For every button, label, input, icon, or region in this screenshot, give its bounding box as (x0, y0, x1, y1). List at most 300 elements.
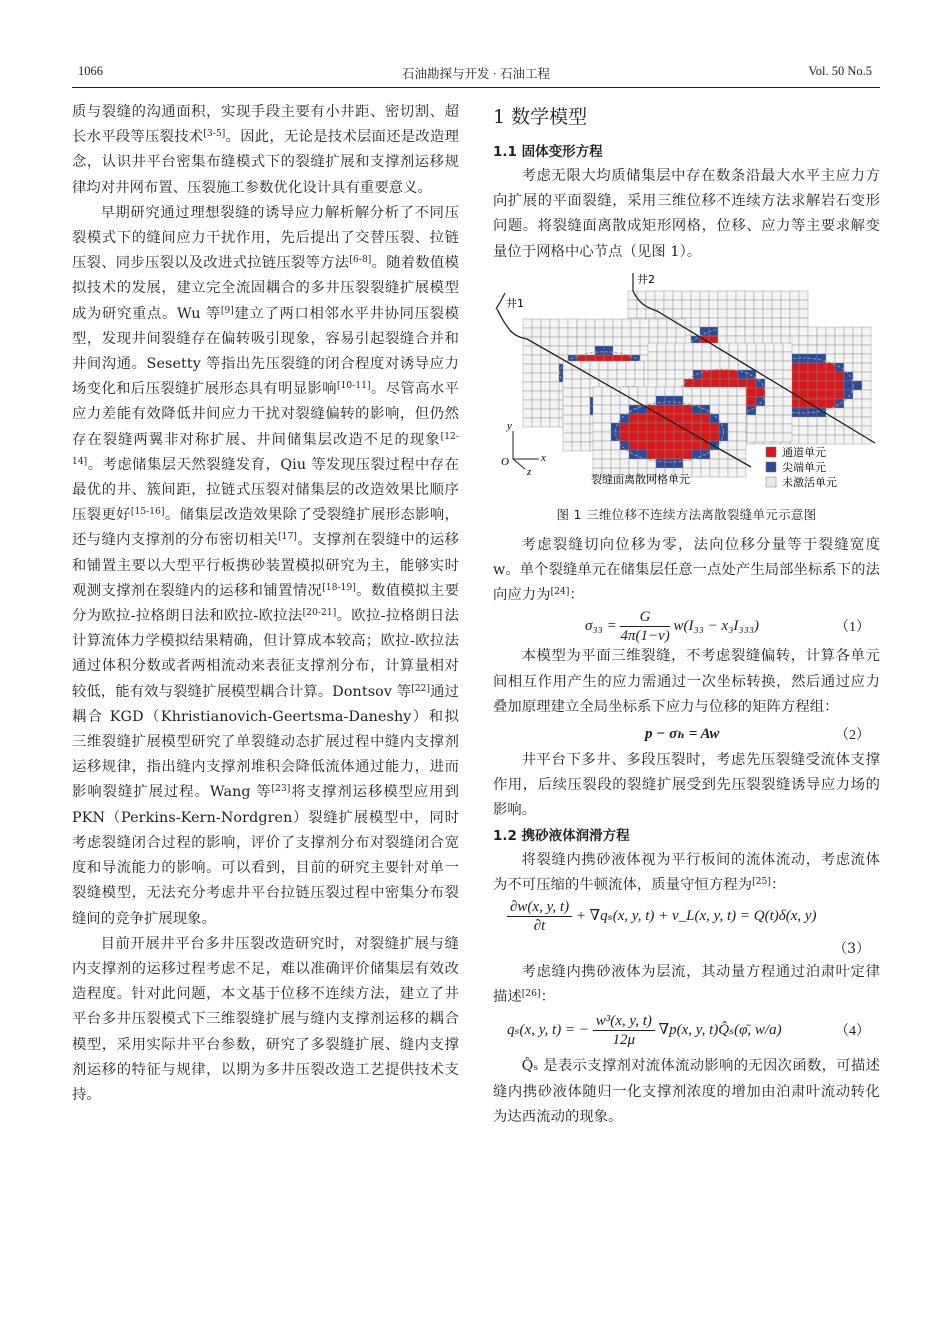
grid-cell (667, 328, 676, 337)
grid-cell (736, 309, 745, 318)
grid-cell (563, 406, 572, 415)
grid-cell (781, 300, 790, 309)
citation[interactable]: [23] (271, 784, 291, 795)
grid-cell (862, 417, 871, 426)
grid-cell (568, 328, 577, 337)
grid-cell (523, 355, 532, 364)
grid-cell (718, 327, 727, 336)
grid-cell (692, 423, 701, 432)
citation[interactable]: [6-8] (349, 255, 372, 266)
eq1-denominator: 4π(1−ν) (620, 628, 670, 645)
grid-cell (729, 379, 738, 388)
grid-cell (590, 361, 599, 370)
grid-cell (781, 318, 790, 327)
legend-swatch-tip (766, 462, 776, 472)
grid-cell (523, 328, 532, 337)
grid-cell (656, 423, 665, 432)
grid-cell (711, 379, 720, 388)
paragraph-objective: 目前开展井平台多井压裂改造研究时，对裂缝扩展与缝内支撑剂的运移过程考虑不足，难以准确评价储集层有效改造程度。针对此问题，本文基于位移不连续方法，建立了井平台多井压裂模式下三维裂缝扩展与缝内支撑剂运移的耦合模型，采用实际井平台参数，研究了多裂缝扩展、缝内支撑剂运移的特征与规律，以期为多井压裂改造工艺提供技术支持。 (72, 935, 459, 1103)
legend-inactive-label: 未激活单元 (782, 475, 837, 489)
grid-cell (611, 459, 620, 468)
grid-cell (595, 319, 604, 328)
grid-cell (737, 387, 746, 396)
eq1-fraction (620, 608, 669, 645)
grid-cell (826, 354, 835, 363)
grid-cell (718, 318, 727, 327)
grid-cell (593, 441, 602, 450)
grid-cell (709, 300, 718, 309)
grid-cell (541, 328, 550, 337)
grid-cell (756, 343, 765, 352)
grid-cell (747, 406, 756, 415)
grid-cell (756, 424, 765, 433)
grid-cell (862, 426, 871, 435)
grid-cell (718, 300, 727, 309)
grid-cell (577, 337, 586, 346)
grid-cell (523, 364, 532, 373)
grid-cell (720, 361, 729, 370)
grid-cell (745, 318, 754, 327)
grid-cell (745, 291, 754, 300)
eq4-numerator: w³(x, y, t) (593, 1012, 655, 1031)
grid-cell (657, 361, 666, 370)
grid-cell (709, 318, 718, 327)
grid-cell (602, 441, 611, 450)
grid-cell (745, 300, 754, 309)
grid-cell (718, 291, 727, 300)
grid-cell (862, 390, 871, 399)
grid-cell (844, 435, 853, 444)
grid-cell (523, 319, 532, 328)
grid-cell (817, 363, 826, 372)
grid-cell (799, 381, 808, 390)
grid-cell (673, 309, 682, 318)
grid-cell (808, 390, 817, 399)
grid-cell (523, 409, 532, 418)
citation[interactable]: [18-19] (322, 582, 356, 593)
grid-cell (862, 327, 871, 336)
grid-cell (638, 387, 647, 396)
grid-cell (629, 423, 638, 432)
paragraph-normal-stress: 考虑裂缝切向位移为零，法向位移分量等于裂缝宽度 w。单个裂缝单元在储集层任意一点处产生局部坐标系下的法向应力为[24]： (493, 536, 880, 604)
grid-cell (563, 388, 572, 397)
grid-cell (550, 337, 559, 346)
grid-cell (628, 300, 637, 309)
grid-cell (702, 361, 711, 370)
grid-cell (541, 382, 550, 391)
grid-cell (626, 370, 635, 379)
grid-cell (541, 400, 550, 409)
grid-cell (719, 468, 728, 477)
grid-cell (665, 423, 674, 432)
grid-cell (647, 441, 656, 450)
grid-cell (728, 423, 737, 432)
grid-cell (572, 388, 581, 397)
z-axis (513, 459, 525, 469)
grid-cell (602, 459, 611, 468)
grid-cell (862, 354, 871, 363)
grid-cell (640, 328, 649, 337)
grid-cell (683, 405, 692, 414)
citation[interactable]: [22] (411, 683, 431, 694)
grid-cell (738, 379, 747, 388)
grid-cell (844, 345, 853, 354)
grid-cell (737, 441, 746, 450)
citation[interactable]: [12-14] (72, 431, 459, 467)
grid-cell (826, 336, 835, 345)
grid-cell (720, 379, 729, 388)
grid-cell (691, 300, 700, 309)
grid-cell (629, 450, 638, 459)
well-1-label: 井1 (506, 296, 524, 310)
grid-cell (737, 432, 746, 441)
eq3-numerator: ∂w(x, y, t) (507, 898, 572, 917)
z-axis-label: z (527, 465, 532, 478)
grid-cell (572, 424, 581, 433)
grid-cell (572, 397, 581, 406)
grid-cell (765, 361, 774, 370)
grid-cell (532, 319, 541, 328)
grid-cell (684, 361, 693, 370)
fracture-grid-diagram (493, 271, 880, 503)
grid-cell (729, 370, 738, 379)
x-axis-label: x (541, 451, 546, 464)
grid-cell (532, 418, 541, 427)
grid-cell (754, 309, 763, 318)
grid-cell (599, 361, 608, 370)
grid-cell (817, 372, 826, 381)
grid-cell (774, 424, 783, 433)
grid-cell (655, 300, 664, 309)
grid-cell (853, 345, 862, 354)
grid-cell (719, 405, 728, 414)
grid-cell (602, 405, 611, 414)
origin-label: O (501, 455, 509, 468)
grid-cell (747, 343, 756, 352)
grid-cell (728, 414, 737, 423)
eq2-number: （2） (835, 728, 870, 744)
grid-cell (604, 337, 613, 346)
grid-cell (593, 423, 602, 432)
citation[interactable]: [26] (521, 989, 541, 1000)
grid-cell (563, 397, 572, 406)
grid-cell (620, 414, 629, 423)
grid-cell (692, 405, 701, 414)
subsection-heading-1-1: 1.1 固体变形方程 (493, 144, 603, 160)
grid-cell (602, 450, 611, 459)
eq4-denominator: 12μ (612, 1032, 636, 1049)
grid-cell (523, 391, 532, 400)
grid-cell (701, 405, 710, 414)
grid-cell (826, 435, 835, 444)
citation[interactable]: [10-11] (336, 381, 371, 392)
grid-cell (765, 397, 774, 406)
grid-cell (756, 406, 765, 415)
grid-cell (638, 423, 647, 432)
grid-cell (638, 432, 647, 441)
citation[interactable]: [20-21] (302, 608, 337, 619)
grid-cell (684, 352, 693, 361)
grid-cell (648, 370, 657, 379)
grid-cell (763, 309, 772, 318)
grid-cell (655, 291, 664, 300)
grid-cell (656, 459, 665, 468)
grid-cell (853, 417, 862, 426)
grid-cell (727, 327, 736, 336)
grid-cell (701, 423, 710, 432)
grid-cell (693, 379, 702, 388)
grid-cell (674, 441, 683, 450)
grid-cell (765, 424, 774, 433)
grid-cell (799, 435, 808, 444)
grid-cell (808, 381, 817, 390)
grid-cell (853, 435, 862, 444)
grid-cell (581, 442, 590, 451)
grid-cell (563, 433, 572, 442)
grid-cell (736, 318, 745, 327)
grid-cell (631, 337, 640, 346)
grid-cell (737, 396, 746, 405)
grid-cell (550, 409, 559, 418)
citation[interactable]: [17] (278, 532, 298, 543)
grid-cell (541, 364, 550, 373)
grid-cell (581, 361, 590, 370)
grid-cell (550, 319, 559, 328)
grid-cell (736, 300, 745, 309)
grid-cell (826, 345, 835, 354)
grid-cell (756, 415, 765, 424)
grid-cell (683, 450, 692, 459)
grid-cell (541, 373, 550, 382)
grid-cell (862, 381, 871, 390)
equation-4 (493, 1010, 880, 1054)
grid-cell (532, 355, 541, 364)
grid-cell (631, 319, 640, 328)
grid-cell (692, 450, 701, 459)
grid-cell (737, 450, 746, 459)
grid-cell (631, 346, 640, 355)
grid-cell (701, 468, 710, 477)
grid-cell (808, 327, 817, 336)
grid-cell (701, 387, 710, 396)
grid-cell (563, 442, 572, 451)
grid-cell (738, 343, 747, 352)
grid-cell (853, 363, 862, 372)
grid-cell (835, 336, 844, 345)
grid-cell (674, 414, 683, 423)
grid-cell (728, 459, 737, 468)
grid-cell (646, 291, 655, 300)
grid-cell (862, 345, 871, 354)
grid-cell (692, 468, 701, 477)
grid-cell (853, 381, 862, 390)
grid-cell (783, 424, 792, 433)
grid-cell (701, 396, 710, 405)
grid-cell (799, 336, 808, 345)
eq4-number: （4） (835, 1024, 870, 1040)
grid-cell (844, 408, 853, 417)
equation-1 (493, 608, 880, 644)
grid-cell (657, 352, 666, 361)
eq3-fraction (507, 898, 572, 935)
citation[interactable]: [15-16] (130, 507, 165, 518)
grid-cell (620, 405, 629, 414)
legend-channel-label: 通道单元 (782, 445, 826, 459)
grid-cell (665, 459, 674, 468)
grid-cell (817, 399, 826, 408)
grid-cell (629, 432, 638, 441)
grid-cell (826, 426, 835, 435)
grid-cell (808, 372, 817, 381)
grid-cell (602, 423, 611, 432)
grid-cell (710, 414, 719, 423)
grid-cell (718, 309, 727, 318)
grid-cell (563, 424, 572, 433)
grid-cell (550, 328, 559, 337)
grid-cell (550, 373, 559, 382)
grid-cell (572, 415, 581, 424)
eq3-number: （3） (833, 941, 870, 958)
grid-cell (673, 291, 682, 300)
left-column (72, 100, 459, 1108)
grid-cell (747, 352, 756, 361)
grid-cell (581, 388, 590, 397)
legend-swatch-channel (766, 447, 776, 457)
grid-cell (604, 328, 613, 337)
grid-cell (756, 361, 765, 370)
grid-cell (683, 387, 692, 396)
grid-cell (611, 405, 620, 414)
grid-cell (664, 300, 673, 309)
grid-cell (647, 423, 656, 432)
grid-cell (581, 415, 590, 424)
grid-cell (602, 432, 611, 441)
grid-cell (620, 432, 629, 441)
grid-cell (568, 346, 577, 355)
grid-cell (563, 415, 572, 424)
citation[interactable]: [3-5] (203, 129, 226, 140)
grid-cell (709, 309, 718, 318)
grid-cell (622, 328, 631, 337)
grid-cell (808, 426, 817, 435)
eq1-number: （1） (835, 620, 870, 636)
grid-cell (559, 346, 568, 355)
grid-cell (620, 459, 629, 468)
grid-cell (629, 387, 638, 396)
grid-cell (593, 396, 602, 405)
grid-cell (754, 318, 763, 327)
grid-cell (628, 309, 637, 318)
grid-cell (710, 423, 719, 432)
grid-cell (550, 418, 559, 427)
grid-cell (844, 381, 853, 390)
grid-cell (523, 346, 532, 355)
grid-cell (572, 379, 581, 388)
section-heading-1: 1 数学模型 (493, 106, 588, 128)
grid-cell (638, 459, 647, 468)
grid-cell (711, 361, 720, 370)
grid-cell (693, 361, 702, 370)
grid-cell (523, 373, 532, 382)
grid-cell (581, 433, 590, 442)
grid-cell (817, 336, 826, 345)
paragraph-matrix-equation: 本模型为平面三维裂缝，不考虑裂缝偏转，计算各单元间相互作用产生的应力需通过一次坐标转换，然后通过应力叠加原理建立全局坐标系下应力与位移的矩阵方程组： (493, 648, 880, 715)
grid-cell (666, 343, 675, 352)
grid-cell (675, 352, 684, 361)
grid-cell (683, 414, 692, 423)
grid-cell (523, 382, 532, 391)
grid-cell (674, 459, 683, 468)
grid-cell (593, 450, 602, 459)
grid-cell (799, 300, 808, 309)
grid-cell (790, 291, 799, 300)
grid-cell (826, 390, 835, 399)
grid-cell (664, 291, 673, 300)
grid-cell (711, 370, 720, 379)
grid-cell (728, 468, 737, 477)
citation[interactable]: [24] (550, 587, 570, 598)
grid-cell (727, 291, 736, 300)
grid-cell (602, 387, 611, 396)
grid-cell (647, 414, 656, 423)
grid-cell (826, 372, 835, 381)
grid-cell (719, 387, 728, 396)
citation[interactable]: [9] (220, 305, 234, 316)
paragraph-dimensionless-function: Q̂ₛ 是表示支撑剂对流体流动影响的无因次函数，可描述缝内携砂液体随归一化支撑剂浓度的增加由泊肃叶流动转化为达西流动的现象。 (493, 1058, 880, 1125)
grid-cell (541, 418, 550, 427)
grid-cell (772, 318, 781, 327)
grid-cell (684, 343, 693, 352)
paragraph-literature-review: 早期研究通过理想裂缝的诱导应力解析解分析了不同压裂模式下的缝间应力干扰作用，先后提出了交替压裂、拉链压裂、同步压裂以及改进式拉链压裂等方法[6-8]。随着数值模拟技术的发展，建立完全流固耦合的多井压裂裂缝扩展模型成为研究重点。Wu 等[9]建立了两口相邻水平井协同压裂模型，发现井间裂缝存在偏转吸引现象，容易引起裂缝合并和井间沟通。Sesetty 等指出先压裂缝的闭合程度对诱导应力场变化和后压裂缝扩展形态具有明显影响[10-11]。尽管高水平应力差能有效降低井间应力干扰对裂缝偏转的影响，但仍然存在裂缝两翼非对称扩展、井间储集层改造不足的现象[12-14]。考虑储集层天然裂缝发育，Qiu 等发现压裂过程中存在最优的井、簇间距，拉链式压裂对储集层的改造效果比顺序压裂更好[15-16]。储集层改造效果除了受裂缝扩展形态影响，还与缝内支撑剂的分布密切相关[17]。支撑剂在裂缝中的运移和铺置主要以大型平行板携砂装置模拟研究为主，能够实时观测支撑剂在裂缝内的运移和铺置情况[18-19]。数值模拟主要分为欧拉-拉格朗日法和欧拉-欧拉法[20-21]。欧拉-拉格朗日法计算流体力学模拟结果精确，但计算成本较高；欧拉-欧拉法通过体积分数或者两相流动来表征支撑剂分布，计算量相对较低，能有效与裂缝扩展模型耦合计算。Dontsov 等[22]通过耦合 KGD（Khristianovich-Geertsma-Daneshy）和拟三维裂缝扩展模型研究了单裂缝动态扩展过程中缝内支撑剂运移规律，指出缝内支撑剂堆积会降低流体通过能力，进而影响裂缝扩展过程。Wang 等[23]将支撑剂运移模型应用到 PKN（Perkins-Kern-Nordgren）裂缝扩展模型中，同时考虑裂缝闭合过程的影响，评价了支撑剂分布对裂缝闭合宽度和导流能力的影响。可以看到，目前的研究主要针对单一裂缝模型，无法充分考虑井平台拉链压裂过程中密集分布裂缝间的竞争扩展现象。 (72, 204, 460, 927)
grid-cell (608, 370, 617, 379)
grid-cell (635, 370, 644, 379)
grid-cell (647, 432, 656, 441)
grid-cell (656, 396, 665, 405)
eq3-number-row (493, 938, 880, 960)
grid-cell (756, 379, 765, 388)
grid-cell (682, 291, 691, 300)
grid-cell (844, 363, 853, 372)
grid-cell (727, 309, 736, 318)
grid-cell (817, 390, 826, 399)
grid-cell (656, 387, 665, 396)
grid-cell (835, 435, 844, 444)
eq4-fraction (593, 1012, 655, 1049)
grid-cell (799, 291, 808, 300)
grid-cell (853, 408, 862, 417)
grid-cell (783, 415, 792, 424)
grid-cell (649, 328, 658, 337)
grid-cell (754, 300, 763, 309)
grid-cell (729, 361, 738, 370)
grid-cell (541, 355, 550, 364)
grid-cell (747, 397, 756, 406)
grid-cell (774, 388, 783, 397)
grid-cell (862, 372, 871, 381)
grid-cell (640, 319, 649, 328)
grid-cell (638, 441, 647, 450)
grid-cell (844, 336, 853, 345)
citation[interactable]: [25] (752, 876, 772, 887)
eq1-numerator: G (620, 608, 669, 627)
grid-cell (674, 387, 683, 396)
grid-cell (774, 433, 783, 442)
grid-cell (581, 397, 590, 406)
grid-cell (736, 327, 745, 336)
grid-cell (676, 328, 685, 337)
grid-cell (658, 328, 667, 337)
grid-cell (586, 319, 595, 328)
